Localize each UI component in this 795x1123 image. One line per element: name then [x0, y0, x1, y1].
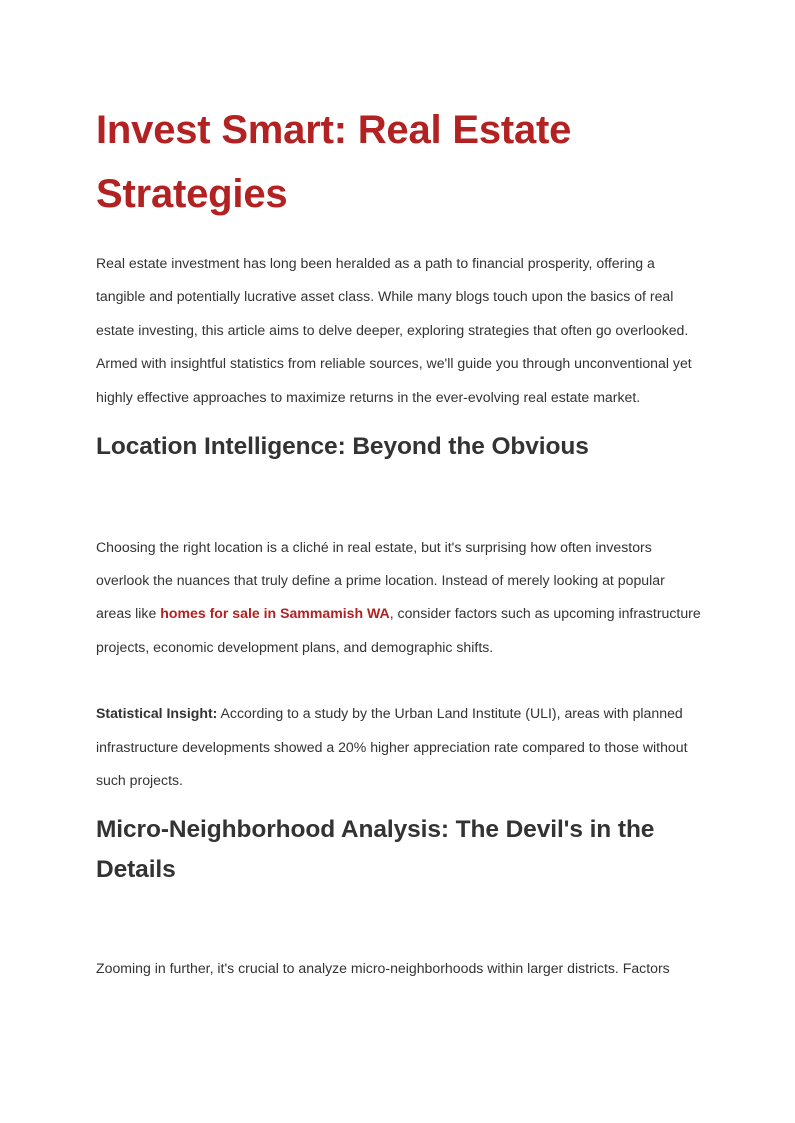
location-paragraph	[96, 531, 702, 665]
homes-for-sale-link[interactable]: homes for sale in Sammamish WA	[160, 605, 390, 622]
statistical-insight-text: According to a study by the Urban Land Institute (ULI), areas with planned infrastructure developments showed a 20% higher appreciation rate compared to those without such projects.	[96, 705, 688, 788]
location-paragraph-text-start: Choosing the right location is a cliché in real estate, but it's surprising how often investors overlook the nuances that truly define a prime location. Instead of merely looking at popular areas like	[96, 538, 665, 622]
statistical-insight-paragraph	[96, 697, 702, 797]
article-title: Invest Smart: Real Estate Strategies	[96, 108, 572, 216]
location-paragraph-text-end: , consider factors such as upcoming infrastructure projects, economic development plans, and demographic shifts.	[96, 605, 701, 655]
intro-paragraph: Real estate investment has long been heralded as a path to financial prosperity, offering a tangible and potentially lucrative asset class. While many blogs touch upon the basics of real estate investing, this article aims to delve deeper, exploring strategies that often go overlooked. Armed with insightful statistics from reliable sources, we'll guide you through unconventional yet highly effective approaches to maximize returns in the ever-evolving real estate market.	[96, 255, 692, 405]
section-heading-micro-neighborhood: Micro-Neighborhood Analysis: The Devil's in the Details	[96, 816, 655, 883]
micro-neighborhood-paragraph: Zooming in further, it's crucial to analyze micro-neighborhoods within larger districts. Factors	[96, 960, 670, 977]
article	[96, 98, 702, 986]
statistical-insight-label: Statistical Insight:	[96, 705, 218, 722]
section-heading-location-intelligence: Location Intelligence: Beyond the Obvious	[96, 433, 589, 461]
